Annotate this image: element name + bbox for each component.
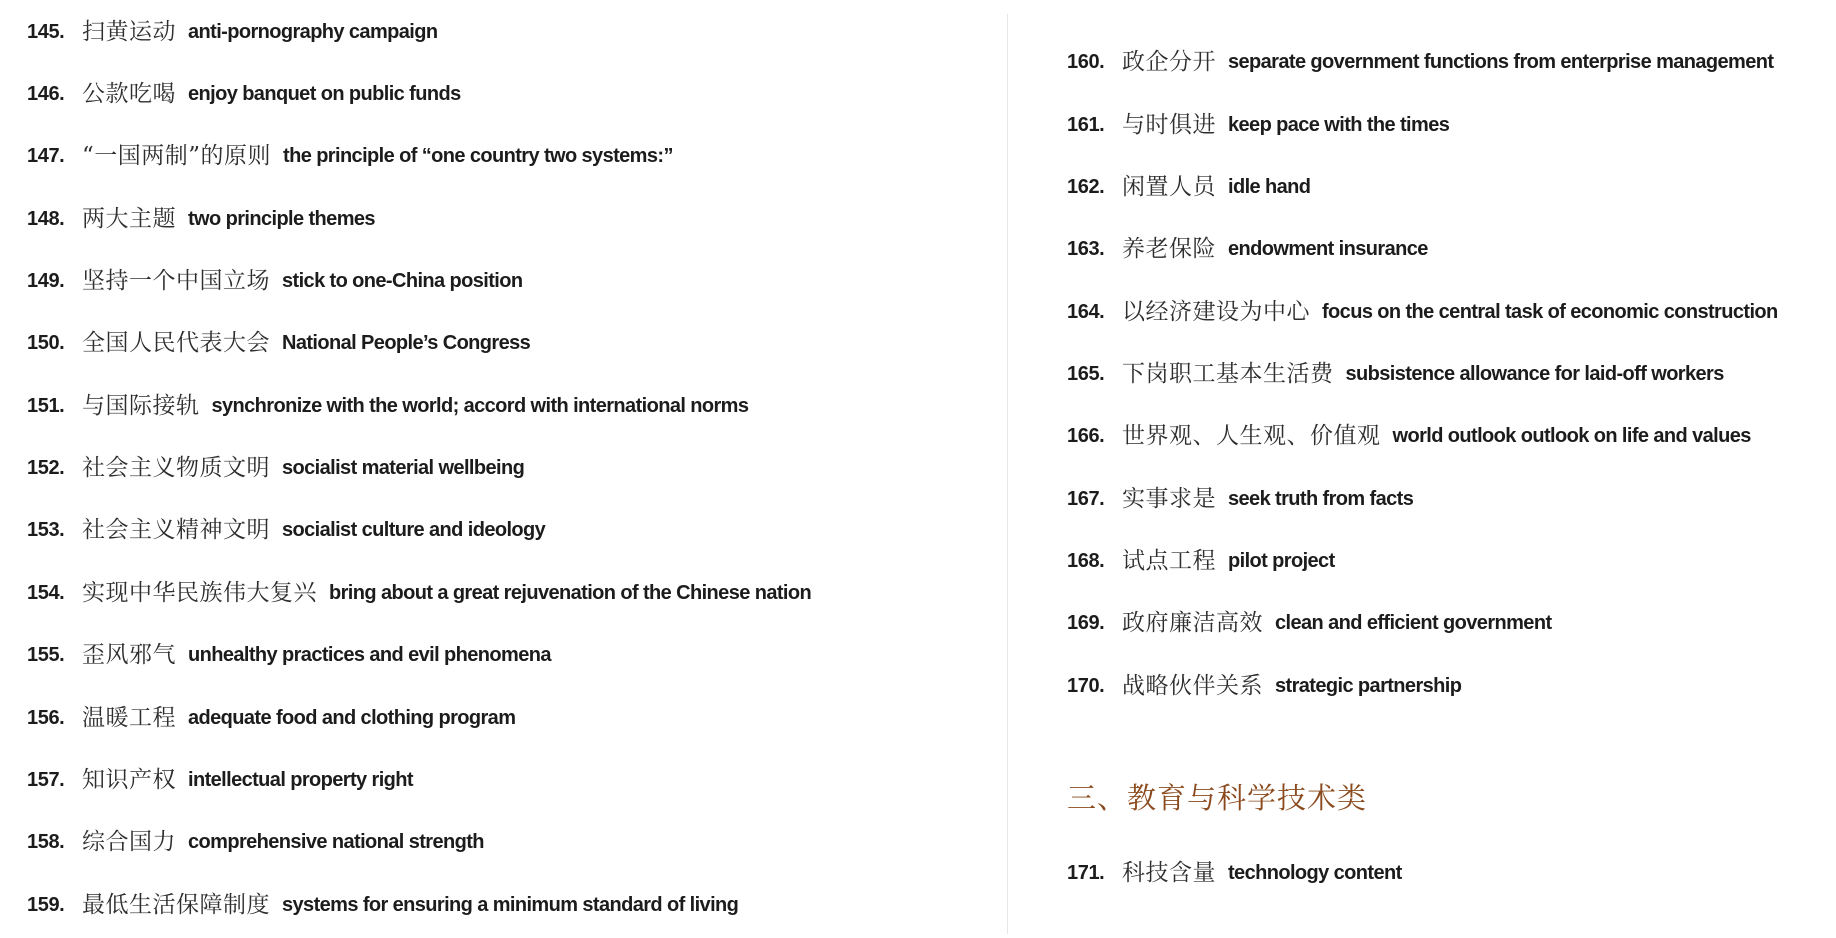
entry-number: 152. [27,457,65,479]
entry-english: socialist material wellbeing [282,457,525,479]
entry-number: 155. [27,644,65,666]
entry-number: 148. [27,208,65,230]
entry-number: 153. [27,519,65,541]
entry-number: 159. [27,894,65,916]
glossary-entry-159 [27,890,738,920]
entry-number: 170. [1067,675,1105,697]
glossary-entry-160 [1067,47,1773,77]
entry-number: 171. [1067,862,1105,884]
entry-number: 164. [1067,301,1105,323]
entry-english: enjoy banquet on public funds [188,83,461,105]
glossary-entry-158 [27,827,484,857]
entry-english: synchronize with the world; accord with international norms [211,395,749,417]
glossary-entry-167 [1067,484,1413,514]
entry-chinese: 养老保险 [1122,236,1216,262]
entry-chinese: 以经济建设为中心 [1122,299,1310,325]
entry-chinese: 社会主义精神文明 [82,517,270,543]
glossary-entry-150 [27,328,530,358]
entry-english: two principle themes [188,208,375,230]
glossary-entry-149 [27,266,522,296]
entry-chinese: 政府廉洁高效 [1122,610,1263,636]
entry-number: 145. [27,21,65,43]
glossary-entry-146 [27,79,461,109]
entry-english: world outlook outlook on life and values [1392,425,1751,447]
entry-english: the principle of “one country two systems:” [283,145,673,167]
entry-chinese: 知识产权 [82,767,176,793]
entry-chinese: 世界观、人生观、价值观 [1122,423,1381,449]
entry-chinese: 社会主义物质文明 [82,455,270,481]
entry-english: strategic partnership [1275,675,1462,697]
entry-english: pilot project [1228,550,1335,572]
glossary-entry-152 [27,453,524,483]
entry-number: 166. [1067,425,1105,447]
glossary-entry-165 [1067,359,1724,389]
glossary-entry-161 [1067,110,1449,140]
entry-english: focus on the central task of economic construction [1322,301,1778,323]
glossary-entry-147 [27,141,673,171]
entry-number: 150. [27,332,65,354]
entry-english: bring about a great rejuvenation of the Chinese nation [329,582,812,604]
entry-english: National People’s Congress [282,332,531,354]
entry-chinese: 歪风邪气 [82,642,176,668]
entry-number: 147. [27,145,65,167]
glossary-entry-164 [1067,297,1778,327]
entry-chinese: 两大主题 [82,206,176,232]
entry-number: 149. [27,270,65,292]
entry-english: keep pace with the times [1228,114,1450,136]
entry-english: adequate food and clothing program [188,707,516,729]
entry-english: idle hand [1228,176,1311,198]
entry-chinese: “一国两制”的原则 [82,143,272,169]
glossary-entry-155 [27,640,551,670]
entry-number: 163. [1067,238,1105,260]
glossary-entry-163 [1067,234,1428,264]
entry-chinese: 战略伙伴关系 [1122,673,1263,699]
entry-chinese: 综合国力 [82,829,176,855]
entry-english: anti-pornography campaign [188,21,438,43]
entry-english: seek truth from facts [1228,488,1414,510]
glossary-entry-156 [27,703,515,733]
glossary-entry-151 [27,391,748,421]
entry-chinese: 闲置人员 [1122,174,1216,200]
entry-english: stick to one-China position [282,270,523,292]
entry-chinese: 坚持一个中国立场 [82,268,270,294]
entry-chinese: 实事求是 [1122,486,1216,512]
entry-english: subsistence allowance for laid-off workers [1345,363,1724,385]
glossary-entry-162 [1067,172,1310,202]
entry-number: 154. [27,582,65,604]
entry-chinese: 实现中华民族伟大复兴 [82,580,317,606]
glossary-entry-157 [27,765,413,795]
entry-number: 162. [1067,176,1105,198]
entry-number: 165. [1067,363,1105,385]
entry-number: 168. [1067,550,1105,572]
entry-chinese: 与时俱进 [1122,112,1216,138]
entry-number: 157. [27,769,65,791]
entry-number: 151. [27,395,65,417]
glossary-entry-153 [27,515,545,545]
entry-chinese: 温暖工程 [82,705,176,731]
entry-chinese: 最低生活保障制度 [82,892,270,918]
glossary-entry-148 [27,204,375,234]
entry-chinese: 公款吃喝 [82,81,176,107]
entry-english: systems for ensuring a minimum standard of living [282,894,739,916]
entry-number: 167. [1067,488,1105,510]
glossary-entry-154 [27,578,811,608]
entry-english: endowment insurance [1228,238,1428,260]
entry-chinese: 下岗职工基本生活费 [1122,361,1334,387]
glossary-entry-169 [1067,608,1552,638]
glossary-entry-171 [1067,858,1402,888]
entry-english: comprehensive national strength [188,831,484,853]
entry-english: technology content [1228,862,1402,884]
section-heading: 三、教育与科学技术类 [1067,781,1368,815]
entry-english: clean and efficient government [1275,612,1552,634]
entry-chinese: 科技含量 [1122,860,1216,886]
entry-english: intellectual property right [188,769,413,791]
glossary-entry-170 [1067,671,1461,701]
entry-number: 160. [1067,51,1105,73]
entry-english: separate government functions from enterprise management [1228,51,1774,73]
entry-chinese: 与国际接轨 [82,393,200,419]
entry-chinese: 试点工程 [1122,548,1216,574]
entry-number: 156. [27,707,65,729]
entry-number: 158. [27,831,65,853]
entry-english: unhealthy practices and evil phenomena [188,644,551,666]
entry-chinese: 扫黄运动 [82,19,176,45]
glossary-entry-168 [1067,546,1335,576]
entry-number: 146. [27,83,65,105]
glossary-entry-145 [27,17,437,47]
entry-number: 169. [1067,612,1105,634]
entry-number: 161. [1067,114,1105,136]
glossary-entry-166 [1067,421,1751,451]
entry-english: socialist culture and ideology [282,519,546,541]
entry-chinese: 政企分开 [1122,49,1216,75]
entry-chinese: 全国人民代表大会 [82,330,270,356]
